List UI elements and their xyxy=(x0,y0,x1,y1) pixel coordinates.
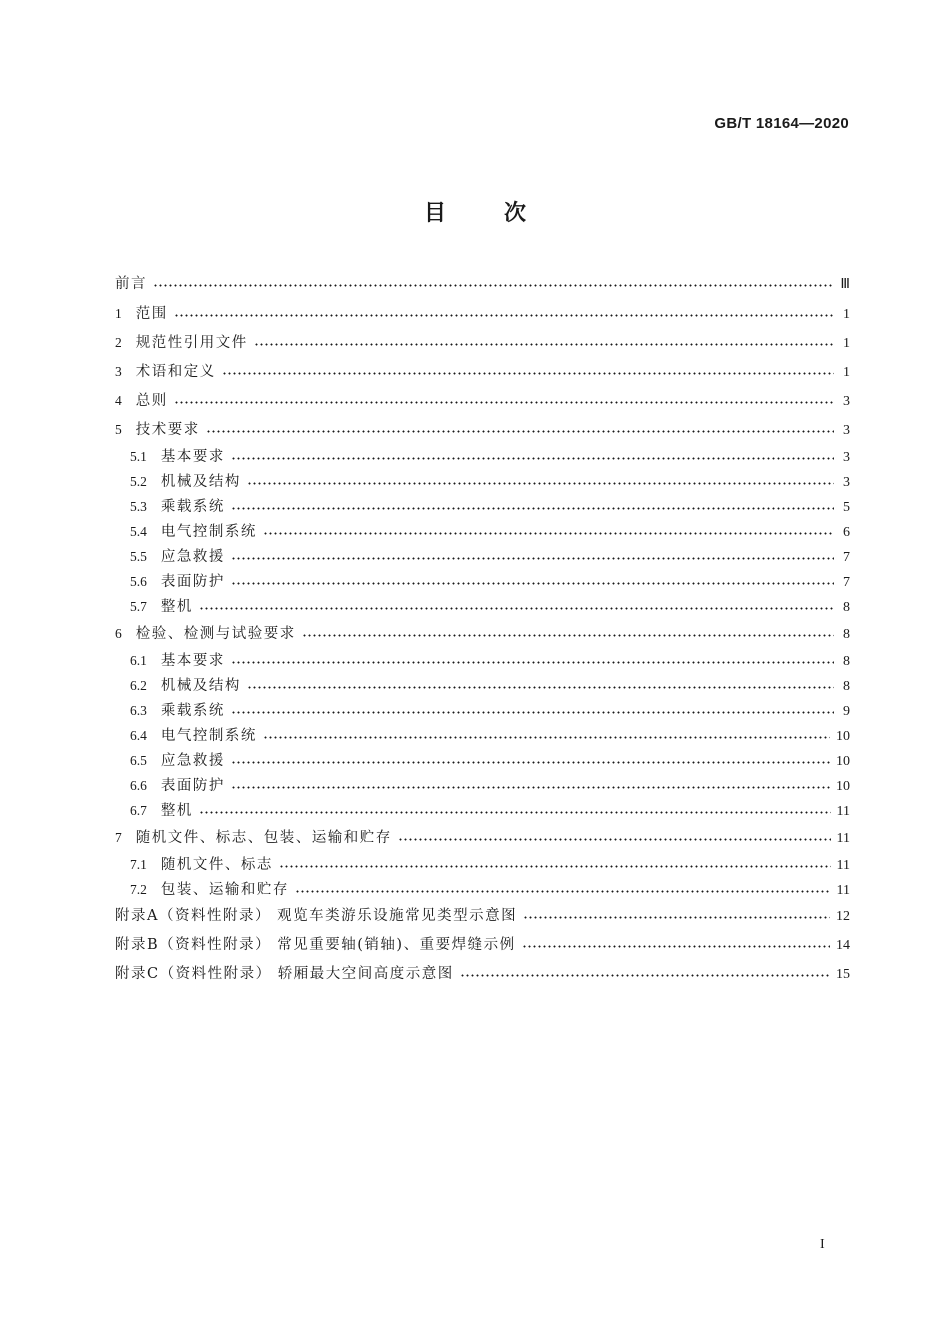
toc-entry-page: 10 xyxy=(836,729,850,744)
toc-entry-number: 5.4 xyxy=(130,524,147,539)
toc-entry-title: 术语和定义 xyxy=(135,364,216,380)
toc-entry-title: 附录B（资料性附录） 常见重要轴(销轴)、重要焊缝示例 xyxy=(115,937,516,953)
toc-entry-title: 随机文件、标志、包装、运输和贮存 xyxy=(135,830,392,846)
toc-entry-title: 电气控制系统 xyxy=(160,728,257,744)
toc-entry[interactable] xyxy=(115,569,850,594)
toc-entry[interactable] xyxy=(115,773,850,798)
page-title: 目次 xyxy=(423,201,584,226)
toc-entry-page: 6 xyxy=(843,525,850,540)
toc-entry[interactable] xyxy=(115,544,850,569)
toc-dot-leader xyxy=(263,736,830,739)
toc-entry-page: 3 xyxy=(843,423,850,438)
toc-entry-title: 随机文件、标志 xyxy=(160,857,273,873)
toc-dot-leader xyxy=(263,532,834,535)
toc-dot-leader xyxy=(460,974,830,977)
toc-entry-page: 8 xyxy=(843,627,850,642)
toc-entry-title: 附录A（资料性附录） 观览车类游乐设施常见类型示意图 xyxy=(115,908,518,924)
toc-entry-number: 6.6 xyxy=(130,778,147,793)
toc-entry-title: 附录C（资料性附录） 轿厢最大空间高度示意图 xyxy=(115,966,454,982)
toc-entry-number: 5.1 xyxy=(130,449,147,464)
toc-entry-page: 8 xyxy=(843,679,850,694)
toc-entry-page: 3 xyxy=(843,394,850,409)
toc-dot-leader xyxy=(231,507,834,510)
toc-entry-number: 6.3 xyxy=(130,703,147,718)
toc-entry-page: 11 xyxy=(836,883,850,898)
toc-dot-leader xyxy=(279,865,831,868)
toc-entry[interactable] xyxy=(115,357,850,386)
toc-entry-title: 表面防护 xyxy=(160,778,225,794)
toc-entry[interactable] xyxy=(115,823,850,852)
toc-entry[interactable] xyxy=(115,931,850,960)
toc-entry[interactable] xyxy=(115,877,850,902)
toc-entry-number: 6 xyxy=(115,626,122,641)
toc-entry-page: 8 xyxy=(843,600,850,615)
toc-entry-title: 乘载系统 xyxy=(160,703,225,719)
toc-entry-title: 电气控制系统 xyxy=(160,524,257,540)
toc-dot-leader xyxy=(231,557,834,560)
toc-entry-number: 5.5 xyxy=(130,549,147,564)
toc-entry-number: 3 xyxy=(115,364,122,379)
toc-dot-leader xyxy=(247,482,834,485)
toc-entry-title: 机械及结构 xyxy=(160,678,241,694)
toc-dot-leader xyxy=(231,761,830,764)
toc-dot-leader xyxy=(523,916,830,919)
toc-entry-page: 14 xyxy=(836,938,850,953)
toc-entry-title: 乘载系统 xyxy=(160,499,225,515)
toc-entry-number: 6.5 xyxy=(130,753,147,768)
toc-entry[interactable] xyxy=(115,673,850,698)
toc-entry[interactable] xyxy=(115,852,850,877)
toc-dot-leader xyxy=(153,284,834,287)
toc-dot-leader xyxy=(199,811,831,814)
toc-dot-leader xyxy=(302,634,834,637)
toc-dot-leader xyxy=(247,686,834,689)
toc-entry-page: 3 xyxy=(843,475,850,490)
toc-entry[interactable] xyxy=(115,386,850,415)
toc-entry-page: 1 xyxy=(843,365,850,380)
standard-code: GB/T 18164—2020 xyxy=(714,115,849,132)
toc-dot-leader xyxy=(231,661,834,664)
toc-entry-title: 表面防护 xyxy=(160,574,225,590)
toc-entry-number: 7.1 xyxy=(130,857,147,872)
toc-entry-number: 5.7 xyxy=(130,599,147,614)
table-of-contents xyxy=(115,270,850,989)
toc-entry[interactable] xyxy=(115,698,850,723)
page-number: I xyxy=(820,1237,825,1252)
toc-dot-leader xyxy=(231,786,830,789)
toc-entry-title: 基本要求 xyxy=(160,449,225,465)
toc-entry[interactable] xyxy=(115,798,850,823)
toc-entry-title: 检验、检测与试验要求 xyxy=(135,626,296,642)
toc-entry-number: 5.6 xyxy=(130,574,147,589)
toc-entry-title: 基本要求 xyxy=(160,653,225,669)
toc-dot-leader xyxy=(231,711,834,714)
toc-dot-leader xyxy=(174,401,834,404)
toc-entry-page: 5 xyxy=(843,500,850,515)
toc-entry-page: 9 xyxy=(843,704,850,719)
toc-entry-title: 应急救援 xyxy=(160,753,225,769)
toc-entry-number: 6.2 xyxy=(130,678,147,693)
toc-entry-title: 整机 xyxy=(160,599,193,615)
toc-dot-leader xyxy=(174,314,834,317)
toc-entry-title: 前言 xyxy=(115,276,147,292)
toc-entry[interactable] xyxy=(115,748,850,773)
toc-dot-leader xyxy=(398,838,831,841)
toc-entry-page: 7 xyxy=(843,575,850,590)
toc-entry[interactable] xyxy=(115,723,850,748)
toc-entry[interactable] xyxy=(115,469,850,494)
toc-entry[interactable] xyxy=(115,960,850,989)
toc-entry-title: 技术要求 xyxy=(135,422,200,438)
toc-dot-leader xyxy=(522,945,830,948)
toc-entry-page: 11 xyxy=(836,858,850,873)
toc-entry[interactable] xyxy=(115,328,850,357)
toc-entry-page: Ⅲ xyxy=(840,277,850,292)
toc-entry[interactable] xyxy=(115,299,850,328)
toc-entry-page: 8 xyxy=(843,654,850,669)
toc-entry-number: 2 xyxy=(115,335,122,350)
toc-entry-number: 6.4 xyxy=(130,728,147,743)
toc-entry[interactable] xyxy=(115,902,850,931)
toc-entry-title: 应急救援 xyxy=(160,549,225,565)
toc-dot-leader xyxy=(254,343,834,346)
toc-entry[interactable] xyxy=(115,619,850,648)
toc-entry-page: 12 xyxy=(836,909,850,924)
toc-entry-page: 11 xyxy=(836,804,850,819)
toc-entry[interactable] xyxy=(115,494,850,519)
toc-entry[interactable] xyxy=(115,594,850,619)
toc-entry-number: 6.1 xyxy=(130,653,147,668)
toc-dot-leader xyxy=(206,430,834,433)
toc-entry-page: 10 xyxy=(836,779,850,794)
toc-entry-number: 7 xyxy=(115,830,122,845)
toc-entry-number: 4 xyxy=(115,393,122,408)
toc-entry-title: 整机 xyxy=(160,803,193,819)
toc-entry-title: 规范性引用文件 xyxy=(135,335,248,351)
toc-entry[interactable] xyxy=(115,444,850,469)
toc-entry[interactable] xyxy=(115,270,850,299)
toc-entry-page: 10 xyxy=(836,754,850,769)
toc-entry-page: 3 xyxy=(843,450,850,465)
toc-entry-title: 机械及结构 xyxy=(160,474,241,490)
toc-entry-number: 5.2 xyxy=(130,474,147,489)
toc-entry-number: 6.7 xyxy=(130,803,147,818)
toc-entry-title: 包装、运输和贮存 xyxy=(160,882,289,898)
toc-entry-page: 1 xyxy=(843,307,850,322)
toc-dot-leader xyxy=(295,890,831,893)
toc-entry-number: 1 xyxy=(115,306,122,321)
toc-dot-leader xyxy=(231,582,834,585)
toc-entry-number: 7.2 xyxy=(130,882,147,897)
toc-entry-number: 5 xyxy=(115,422,122,437)
toc-entry-number: 5.3 xyxy=(130,499,147,514)
toc-entry-title: 范围 xyxy=(135,306,168,322)
toc-entry-page: 15 xyxy=(836,967,850,982)
toc-dot-leader xyxy=(231,457,834,460)
toc-dot-leader xyxy=(222,372,834,375)
toc-entry-page: 1 xyxy=(843,336,850,351)
toc-dot-leader xyxy=(199,607,834,610)
toc-entry-page: 7 xyxy=(843,550,850,565)
toc-entry[interactable] xyxy=(115,415,850,444)
toc-entry[interactable] xyxy=(115,648,850,673)
toc-entry-title: 总则 xyxy=(135,393,168,409)
toc-entry[interactable] xyxy=(115,519,850,544)
toc-entry-page: 11 xyxy=(836,831,850,846)
